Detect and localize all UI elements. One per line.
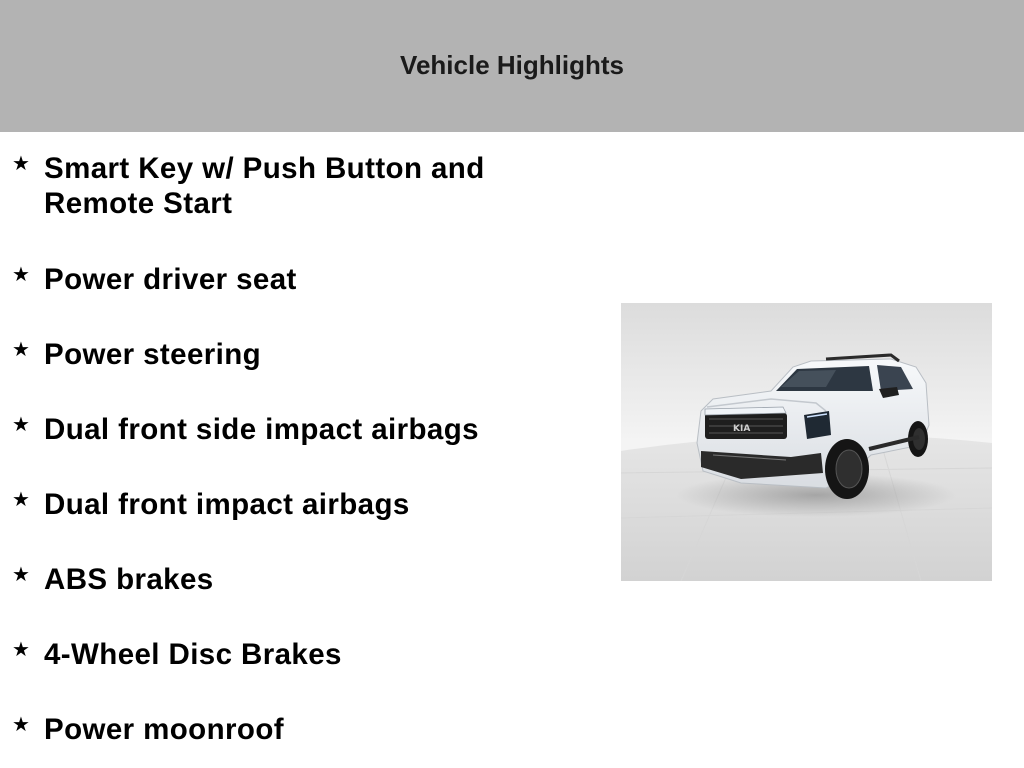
highlight-label: Power driver seat xyxy=(44,263,297,296)
star-icon: ★ xyxy=(12,412,30,436)
highlight-label: Dual front impact airbags xyxy=(44,488,410,521)
page-title: Vehicle Highlights xyxy=(400,49,624,80)
highlight-label: 4-Wheel Disc Brakes xyxy=(44,638,342,671)
star-icon: ★ xyxy=(12,562,30,586)
highlight-label: Power steering xyxy=(44,338,262,371)
header-bar xyxy=(0,0,1024,132)
list-item xyxy=(10,562,570,597)
list-item xyxy=(10,487,570,522)
star-icon: ★ xyxy=(12,637,30,661)
list-item xyxy=(10,337,570,372)
highlight-label: Smart Key w/ Push Button and Remote Start xyxy=(44,152,485,220)
star-icon: ★ xyxy=(12,262,30,286)
highlight-label: ABS brakes xyxy=(44,563,214,596)
star-icon: ★ xyxy=(12,337,30,361)
list-item xyxy=(10,412,570,447)
svg-text:KIA: KIA xyxy=(733,424,751,434)
star-icon: ★ xyxy=(12,151,30,175)
list-item xyxy=(10,712,570,747)
list-item xyxy=(10,151,570,221)
highlight-label: Power moonroof xyxy=(44,713,284,746)
list-item xyxy=(10,637,570,672)
highlight-label: Dual front side impact airbags xyxy=(44,413,479,446)
vehicle-photo xyxy=(621,303,992,581)
star-icon: ★ xyxy=(12,487,30,511)
star-icon: ★ xyxy=(12,712,30,736)
list-item xyxy=(10,262,570,297)
